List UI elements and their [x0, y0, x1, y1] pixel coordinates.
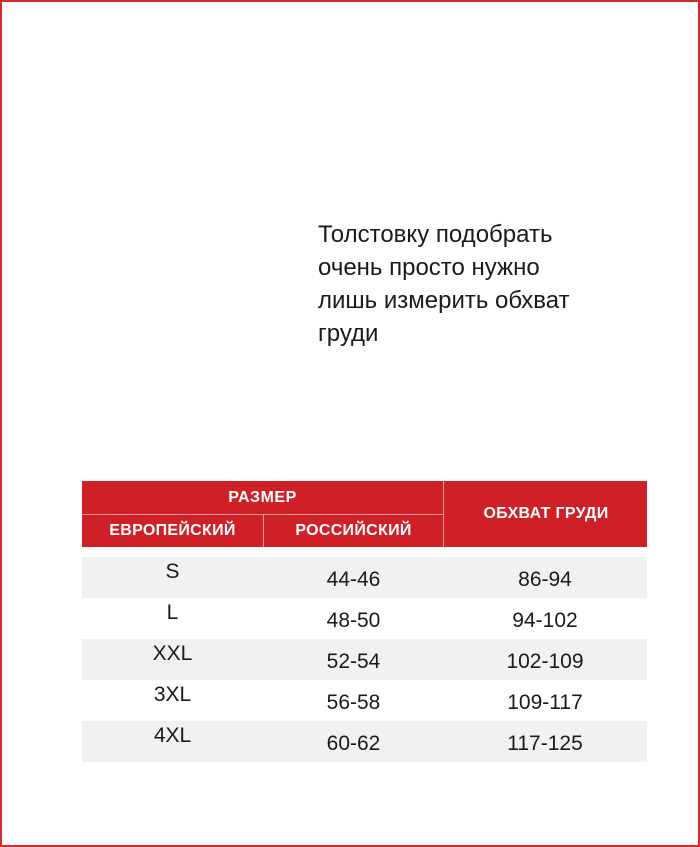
size-table-header — [82, 481, 647, 547]
intro-line: лишь измерить обхват — [318, 287, 570, 314]
cell-chest: 109-117 — [507, 691, 583, 714]
cell-chest: 94-102 — [512, 609, 578, 632]
cell-russian: 56-58 — [326, 691, 381, 714]
header-european: ЕВРОПЕЙСКИЙ — [82, 515, 264, 547]
cell-european: S — [165, 560, 180, 583]
cell-chest: 117-125 — [507, 732, 583, 755]
cell-russian: 48-50 — [326, 609, 381, 632]
header-chest: ОБХВАТ ГРУДИ — [443, 481, 648, 547]
cell-european: 4XL — [153, 724, 192, 747]
table-row — [82, 721, 647, 762]
intro-text — [318, 218, 618, 350]
size-table-body — [82, 557, 647, 762]
header-size-group: РАЗМЕР — [82, 481, 443, 515]
cell-chest: 102-109 — [506, 650, 584, 673]
cell-russian: 60-62 — [326, 732, 381, 755]
size-table — [82, 481, 647, 762]
cell-european: XXL — [152, 642, 193, 665]
cell-chest: 86-94 — [518, 568, 572, 591]
cell-european: 3XL — [153, 683, 192, 706]
cell-russian: 52-54 — [326, 650, 381, 673]
cell-russian: 44-46 — [326, 568, 381, 591]
intro-line: очень просто нужно — [318, 254, 540, 281]
header-russian: РОССИЙСКИЙ — [295, 522, 412, 539]
intro-line: Толстовку подобрать — [318, 221, 553, 248]
intro-line: груди — [318, 320, 379, 347]
cell-european: L — [166, 601, 179, 624]
